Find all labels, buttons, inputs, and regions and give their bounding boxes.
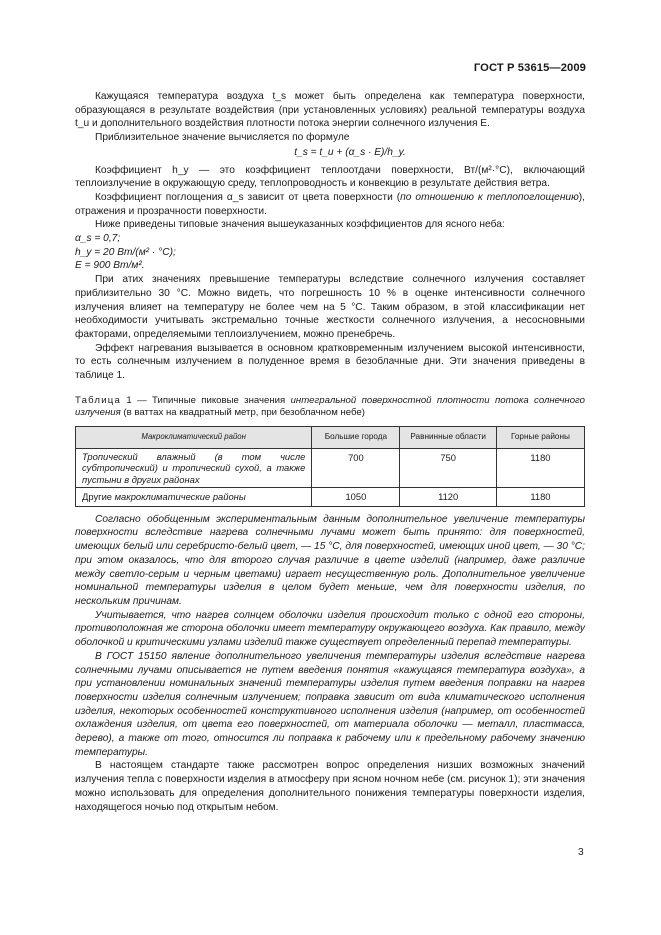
cell-region: Тропический влажный (в том числе субтропический) и тропический сухой, а также пустыни в других районах: [76, 448, 312, 488]
standard-header: ГОСТ Р 53615—2009: [473, 62, 586, 74]
italic-section: [75, 513, 585, 760]
formula: t_s = t_u + (α_s · E)/h_y.: [294, 146, 406, 158]
paragraph-heat-transfer-coefficient: Коэффициент h_y — это коэффициент теплоотдачи поверхности, Вт/(м²·°С), включающий теплоизлучение в окружающую среду, теплопроводность и конвекцию в результате действия ветра.: [75, 164, 585, 190]
cell-cities: 700: [312, 448, 400, 488]
paragraph-formula-intro: Приблизительное значение вычисляется по формуле: [95, 132, 350, 144]
page-content: [75, 90, 585, 814]
table-caption-number: 1 — Типичные пиковые значения: [126, 394, 286, 406]
table-caption-italic: интегральной поверхностной плотности потока солнечного излучения: [75, 394, 586, 419]
paragraph-experimental-data: Согласно обобщенным экспериментальным данным дополнительное увеличение температуры поверхности вследствие нагрева солнечными лучами может быть принято: для поверхностей, имеющих белый или серебристо-белый цвет, — 15 °С, для поверхностей, имеющих иной цвет, — 30 °С; при этом оказалось, что для второго случая различие в цвете изделий (например, даже различие между светло-серым и черным цветами) играет несущественную роль. Дополнительное увеличение номинальной температуры изделия в целом будет меньше, чем для поверхности изделия, по нескольким причинам.: [75, 513, 585, 607]
table-row: [76, 448, 585, 488]
solar-radiation-table: [75, 426, 585, 507]
header-cities: Большие города: [312, 426, 400, 448]
paragraph-apparent-temperature: Кажущаяся температура воздуха t_s может быть определена как температура поверхности, образующаяся в результате воздействия (при установленных условиях) реальной температуры воздуха t_u и дополнительного воздействия плотности потока энергии солнечного излучения E.: [75, 91, 585, 130]
absorption-text-c: ), отражения и прозрачности поверхности.: [75, 191, 585, 217]
paragraph-night-radiation: В настоящем стандарте также рассмотрен вопрос определения низших возможных значений излучения тепла с поверхности изделия в атмосферу при ясном ночном небе (см. рисунок 1); эти значения можно использовать для определения дополнительного понижения температуры поверхности изделия, находящегося ночью под открытым небом.: [75, 760, 585, 813]
cell-cities: 1050: [312, 488, 400, 507]
paragraph-typical-values-intro: Ниже приведены типовые значения вышеуказанных коэффициентов для ясного неба:: [95, 219, 505, 231]
table-caption-label: Таблица: [75, 394, 122, 406]
header-mountains: Горные районы: [496, 426, 584, 448]
table-header-row: [76, 426, 585, 448]
paragraph-temperature-excess: При атих значениях превышение температуры вследствие солнечного излучения составляет приблизительно 30 °С. Можно видеть, что погрешность 10 % в оценке интенсивности солнечного излучения влияет на температуру не более чем на 5 °С. Таким образом, в этой классификации нет необходимости учитывать экстремально точные жесткости солнечного излучения, а несосновными факторами, определяемыми теплоизлучением, можно пренебречь.: [75, 274, 585, 340]
absorption-text-a: Коэффициент поглощения α_s зависит от цвета поверхности (: [95, 191, 401, 203]
table-caption-rest: (в ваттах на квадратный метр, при безоблачном небе): [123, 407, 365, 419]
value-alpha: α_s = 0,7;: [75, 233, 121, 245]
paragraph-one-side-heating: Учитывается, что нагрев солнцем оболочки изделия происходит только с одной его стороны, противоположная же сторона оболочки имеет температуру окружающего воздуха. Как правило, между оболочкой и критическими узлами изделий также существует определенный перепад температуры.: [75, 609, 585, 649]
absorption-text-italic: по отношению к теплопоглощению: [400, 191, 579, 203]
table-row: [76, 488, 585, 507]
value-e: E = 900 Вт/м².: [75, 260, 145, 272]
paragraph-absorption-coefficient: [75, 191, 585, 218]
value-h: h_y = 20 Вт/(м² · °С);: [75, 246, 176, 258]
cell-mountains: 1180: [496, 488, 584, 507]
table-caption: [75, 395, 585, 420]
cell-region-plain: Другие: [82, 491, 113, 503]
header-region: Макроклиматический район: [76, 426, 312, 448]
cell-region: [76, 488, 312, 507]
cell-region-italic: макроклиматические районы: [114, 491, 246, 503]
paragraph-gost-15150: В ГОСТ 15150 явление дополнительного увеличения температуры изделия вследствие нагрева солнечными лучами описывается не путем введения понятия «кажущаяся температура воздуха», а при установлении номинальных значений температуры изделия путем введения поправки на нагрев поверхности изделия солнечным излучением; поправка зависит от вида климатического исполнения изделия, некоторых особенностей конструктивного исполнения изделия (например, от особенностей охлаждения изделия, от цвета его поверхностей, от материала оболочки — металл, пластмасса, дерево), а также от того, относится ли поправка к рабочему или к предельному рабочему значению температуры.: [75, 650, 585, 758]
cell-plains: 1120: [400, 488, 496, 507]
header-plains: Равнинные области: [400, 426, 496, 448]
page-number: 3: [578, 847, 584, 858]
cell-plains: 750: [400, 448, 496, 488]
paragraph-heating-effect: Эффект нагревания вызывается в основном кратковременным излучением высокой интенсивности, то есть солнечным излучением в полуденное время в безоблачные дни. Эти значения приведены в таблице 1.: [75, 342, 585, 382]
cell-mountains: 1180: [496, 448, 584, 488]
